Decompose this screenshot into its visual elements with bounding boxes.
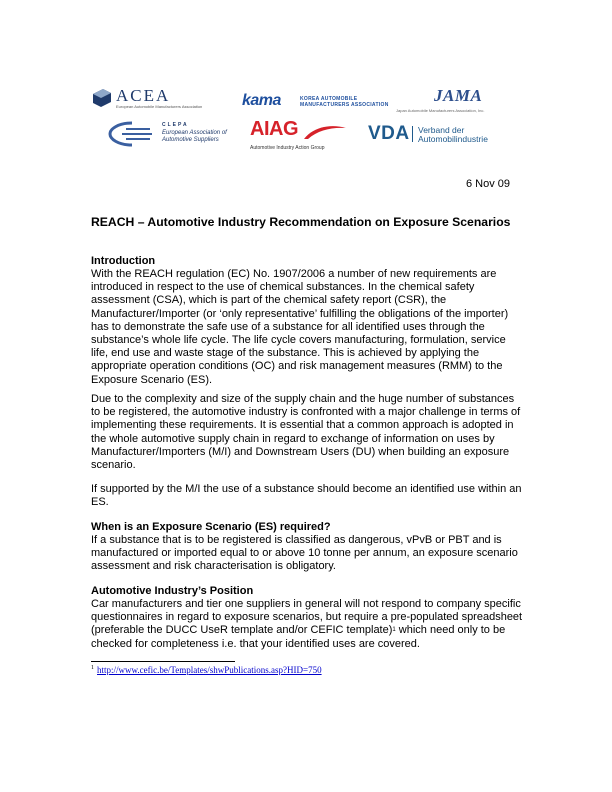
intro-paragraph-3 [91,483,531,509]
text-line: implementing these requirements. It is essential that a common approach is adopted in [91,419,514,432]
text-line: life, end use and waste stage of the substance. This is achieved by applying the [91,347,480,360]
acea-logo [92,88,222,110]
acea-car-icon [92,88,112,108]
intro-paragraph-1 [91,268,531,387]
text-line: scenario. [91,459,136,472]
clepa-line2: Automotive Suppliers [162,137,219,143]
text-line: substance’s whole life cycle. The life cycle covers manufacturing, formulation, service [91,334,506,347]
footnote-link[interactable]: http://www.cefic.be/Templates/shwPublications.asp?HID=750 [97,665,322,675]
text-line: manufactured or imported equal to or above 10 tonne per annum, an exposure scenario [91,547,518,560]
footnote-number: 1 [91,665,94,671]
kama-logo [242,94,392,112]
document-date: 6 Nov 09 [465,178,510,190]
footnote-divider [91,661,235,662]
acea-subtitle: European Automobile Manufacturers Association [116,104,203,109]
vda-logo [368,124,508,146]
footnote-ref[interactable]: 1 [392,627,396,634]
when-paragraph [91,534,531,574]
acea-name: ACEA [116,86,171,105]
text-line: Exposure Scenario (ES). [91,373,213,386]
when-heading: When is an Exposure Scenario (ES) required? [91,521,331,533]
intro-heading: Introduction [91,255,156,267]
text-line-with-ref [91,624,531,637]
text-line: the whole automotive supply chain in regard to exchange of information on uses by [91,432,495,445]
aiag-logo [248,120,348,154]
text-segment: (preferable the DUCC UseR template and/or CEFIC template) [91,624,393,637]
clepa-name: CLEPA [162,122,189,128]
text-line: has to demonstrate the safe use of a substance for all identified uses through the [91,320,485,333]
jama-name: JAMA [434,86,483,105]
position-paragraph [91,598,531,651]
text-line: Manufacturer/Importers (M/I) and Downstream Users (DU) when building an exposure [91,445,510,458]
text-line: Due to the complexity and size of the supply chain and the huge number of substances [91,393,515,405]
text-line: to be registered, the automotive industry is confronted with a major challenge in terms of [91,406,521,419]
vda-line1: Verband der [418,125,465,135]
kama-line2: MANUFACTURERS ASSOCIATION [300,102,389,108]
text-segment: which need only to be [395,624,506,637]
clepa-swirl-icon [106,120,156,148]
text-line: questionnaires in regard to exposure scenarios, but require a pre-populated spreadsheet [91,611,523,624]
kama-line1: KOREA AUTOMOBILE [300,96,358,102]
footnote [91,665,322,675]
intro-paragraph-2 [91,393,531,472]
text-line: assessment and risk characterisation is obligatory. [91,560,336,573]
text-line: If a substance that is to be registered is classified as dangerous, vPvB or PBT and is [91,534,502,546]
text-line: introduced in respect to the use of chemical substances. In the chemical safety [91,281,475,294]
kama-name: kama [242,92,281,109]
clepa-line1: European Association of [162,130,227,136]
text-line: ES. [91,496,109,509]
aiag-subtitle: Automotive Industry Action Group [250,145,325,151]
text-line: assessment (CSA), which is part of the chemical safety report (CSR), the [91,294,447,307]
vda-line2: Automobilindustrie [418,134,488,144]
clepa-logo [106,120,236,148]
text-line: checked for completeness i.e. that your identified uses are covered. [91,637,420,650]
text-line: appropriate operation conditions (OC) and risk management measures (RMM) to the [91,360,503,373]
jama-logo [396,86,516,116]
text-line: If supported by the M/I the use of a substance should become an identified use within an [91,483,522,495]
text-line: With the REACH regulation (EC) No. 1907/2006 a number of new requirements are [91,268,497,280]
document-title: REACH – Automotive Industry Recommendation on Exposure Scenarios [91,215,511,229]
aiag-swoosh-icon [304,124,346,140]
vda-name: VDA [368,123,410,144]
vda-divider [412,126,413,142]
jama-subtitle: Japan Automobile Manufacturers Association, Inc. [396,108,485,113]
aiag-name: AIAG [250,118,298,140]
position-heading: Automotive Industry’s Position [91,585,254,597]
text-line: Manufacturer/Importer (or ‘only representative’ fulfilling the obligations of the importer) [91,307,509,320]
text-line: Car manufacturers and tier one suppliers in general will not respond to company specific [91,598,521,610]
